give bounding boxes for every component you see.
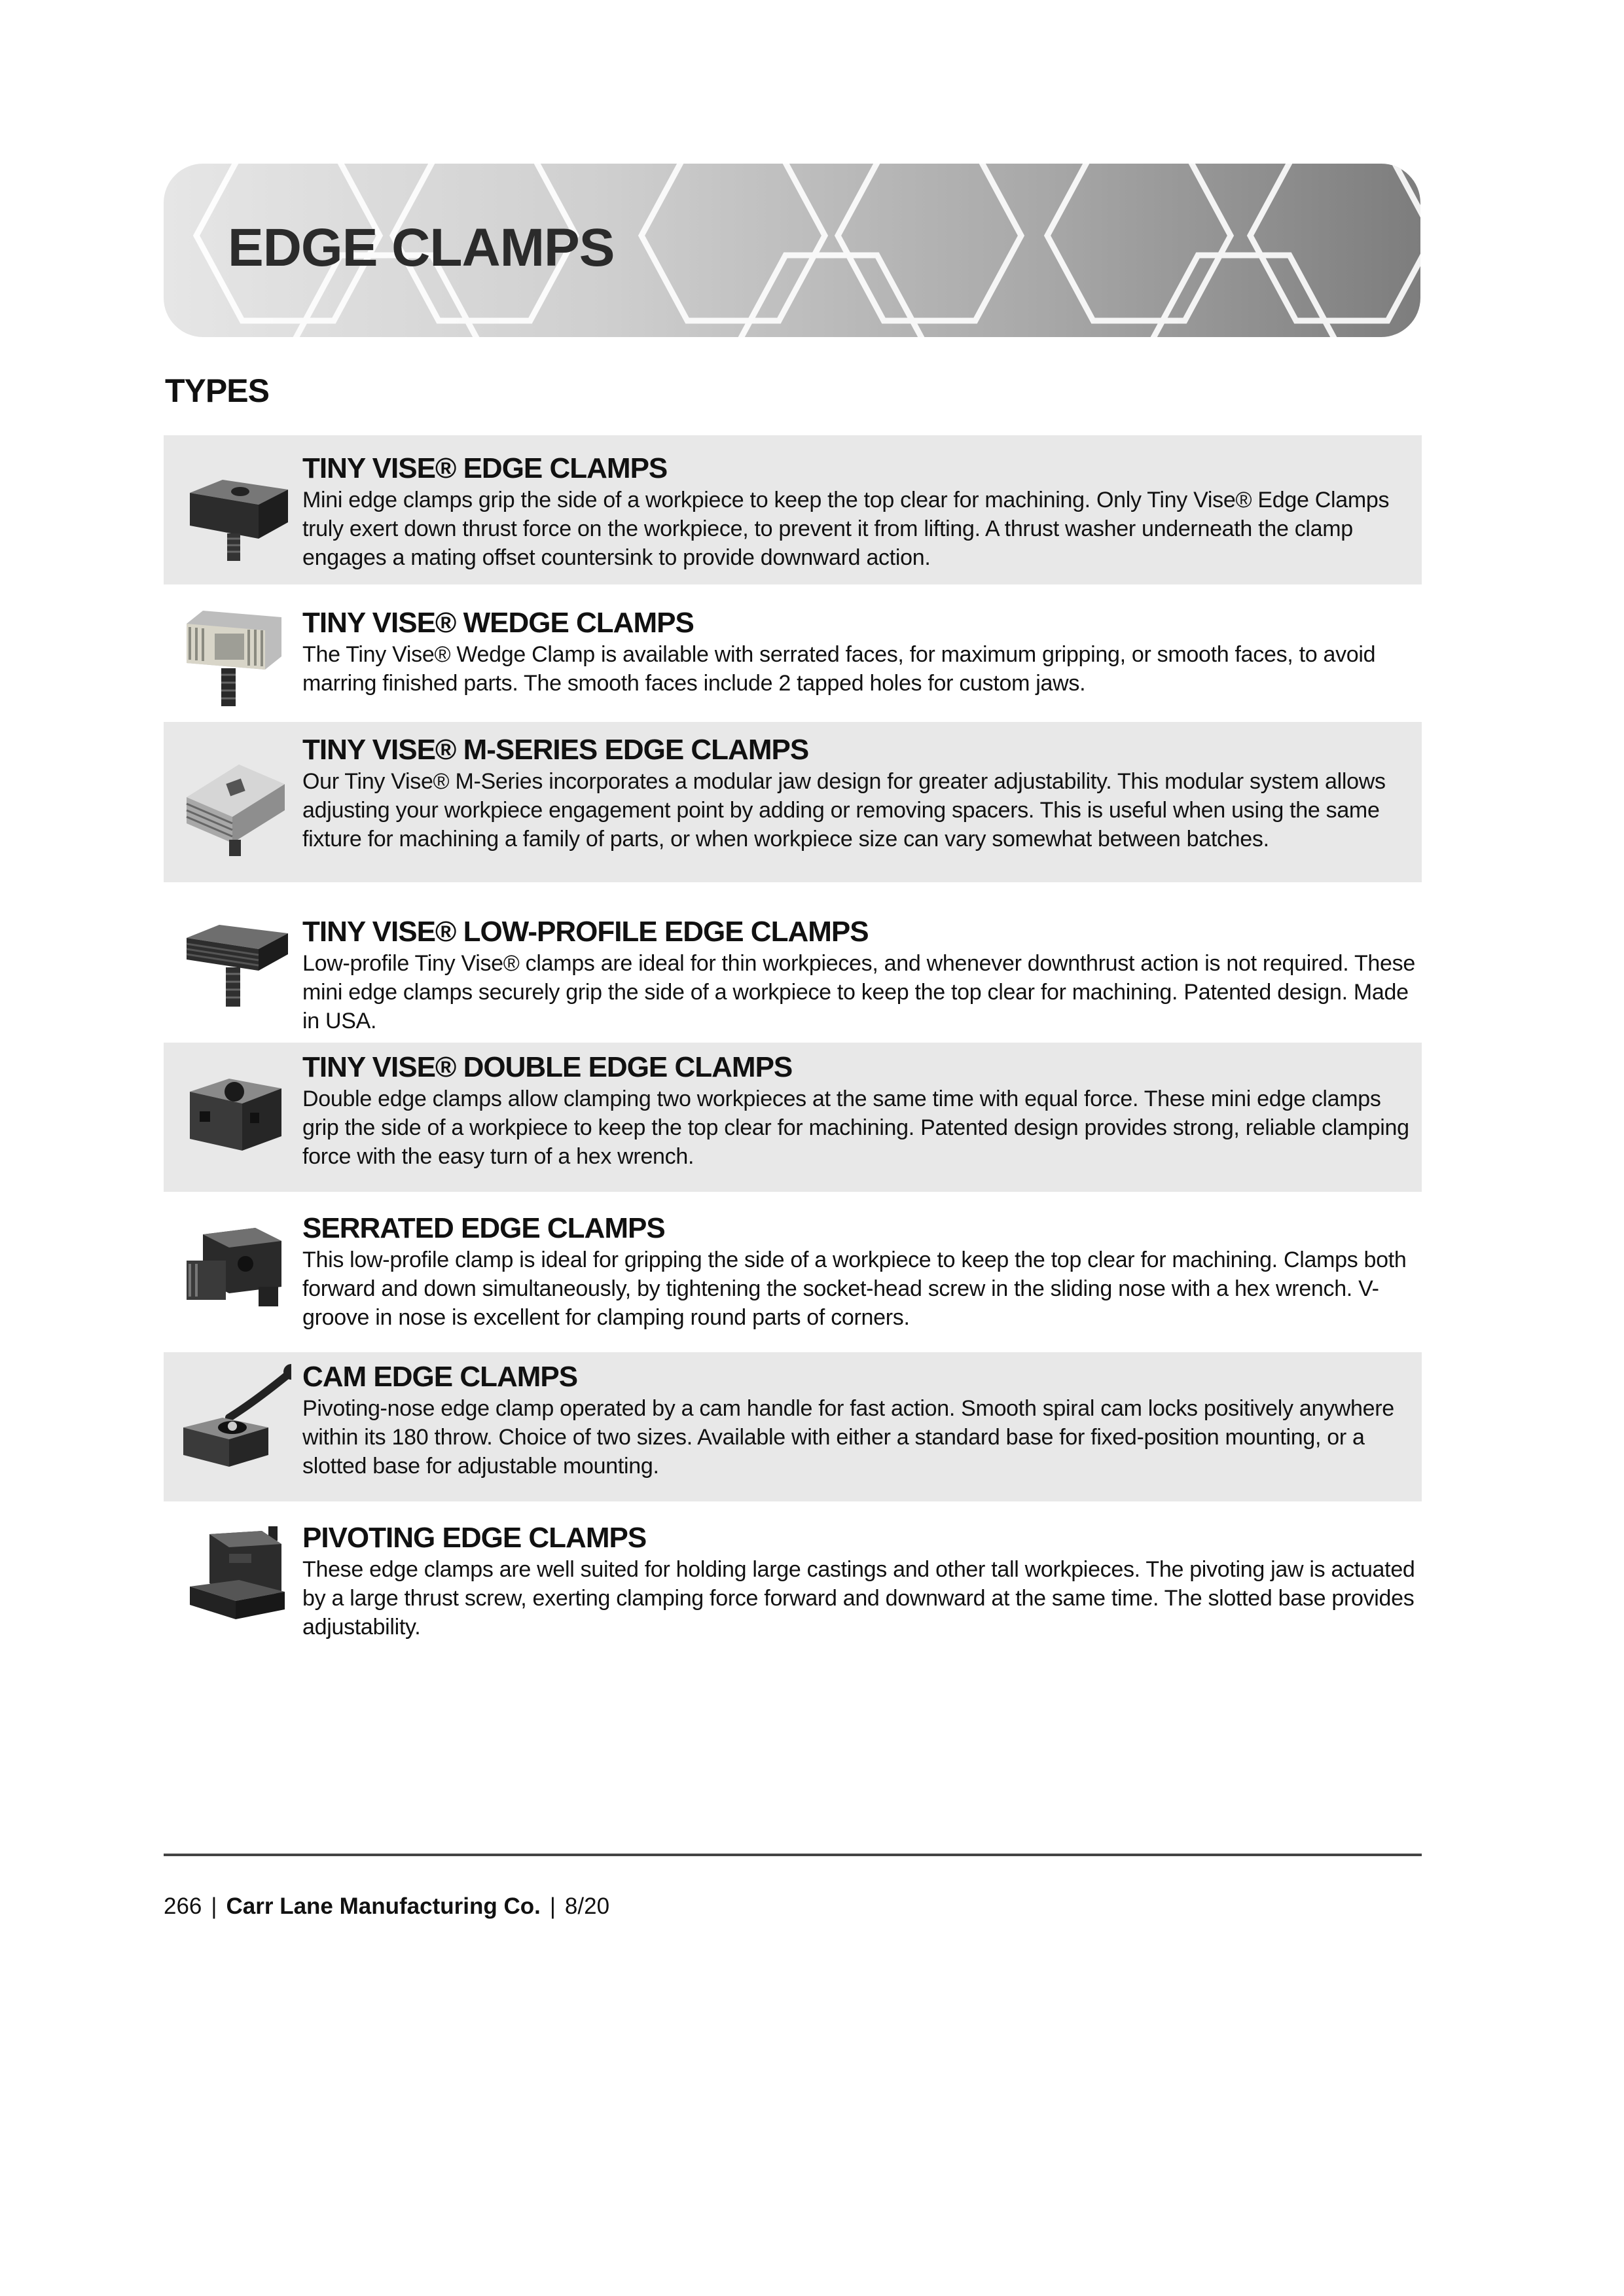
- cam-edge-clamp-icon: [177, 1362, 291, 1477]
- product-description: Low-profile Tiny Vise® clamps are ideal for thin workpieces, and whenever downthrust action is not required. These mini edge clamps securely grip the side of a workpiece to keep the top clear for machining. Patented design. Made in USA.: [302, 951, 1415, 1033]
- low-profile-edge-clamp-icon: [177, 902, 291, 1016]
- m-series-edge-clamp-icon: [177, 745, 291, 859]
- product-item: [164, 882, 1422, 1043]
- product-item: [164, 722, 1422, 882]
- tiny-vise-wedge-clamp-icon: [177, 598, 291, 712]
- product-title: TINY VISE® DOUBLE EDGE CLAMPS: [302, 1051, 793, 1083]
- product-description: This low-profile clamp is ideal for gripping the side of a workpiece to keep the top clear for machining. Clamps both forward and down simultaneously, by tightening the socket-head screw in the sliding nose with a hex wrench. V-groove in nose is excellent for clamping round parts of corners.: [302, 1247, 1407, 1330]
- footer-separator: |: [549, 1893, 556, 1919]
- footer-divider: [164, 1854, 1422, 1856]
- product-description: These edge clamps are well suited for holding large castings and other tall workpieces. The pivoting jaw is actuated by a large thrust screw, exerting clamping force forward and downward at the same time. The slotted base provides adjustability.: [302, 1557, 1415, 1640]
- product-item: [164, 1501, 1422, 1651]
- page-footer: [164, 1893, 609, 1920]
- product-item: [164, 435, 1422, 584]
- edition-date: 8/20: [564, 1893, 610, 1919]
- section-heading: TYPES: [165, 372, 269, 409]
- product-description: Our Tiny Vise® M-Series incorporates a modular jaw design for greater adjustability. This modular system allows adjusting your workpiece engagement point by adding or removing spacers. This is useful when using the same fixture for machining a family of parts, or when workpiece size can vary somewhat between batches.: [302, 769, 1386, 852]
- product-title: TINY VISE® M-SERIES EDGE CLAMPS: [302, 734, 809, 766]
- product-description: Mini edge clamps grip the side of a workpiece to keep the top clear for machining. Only Tiny Vise® Edge Clamps truly exert down thrust force on the workpiece, to prevent it from lifting. A thrust washer underneath the clamp engages a mating offset countersink to provide downward action.: [302, 488, 1390, 570]
- product-item: [164, 1043, 1422, 1192]
- product-description: Pivoting-nose edge clamp operated by a cam handle for fast action. Smooth spiral cam locks positively anywhere within its 180 throw. Choice of two sizes. Available with either a standard base for fixed-position mounting, or a slotted base for adjustable mounting.: [302, 1396, 1394, 1479]
- product-item: [164, 1352, 1422, 1501]
- product-title: SERRATED EDGE CLAMPS: [302, 1212, 665, 1244]
- page-number: 266: [164, 1893, 202, 1919]
- product-title: TINY VISE® LOW-PROFILE EDGE CLAMPS: [302, 916, 869, 948]
- product-title: TINY VISE® EDGE CLAMPS: [302, 452, 668, 484]
- section-banner: [164, 164, 1420, 337]
- pivoting-edge-clamp-icon: [177, 1515, 291, 1629]
- product-title: CAM EDGE CLAMPS: [302, 1361, 578, 1393]
- product-description: The Tiny Vise® Wedge Clamp is available with serrated faces, for maximum gripping, or smooth faces, to avoid marring finished parts. The smooth faces include 2 tapped holes for custom jaws.: [302, 642, 1376, 696]
- product-title: PIVOTING EDGE CLAMPS: [302, 1522, 647, 1554]
- product-description: Double edge clamps allow clamping two workpieces at the same time with equal force. These mini edge clamps grip the side of a workpiece to keep the top clear for machining. Patented design provides strong, reliable clamping force with the easy turn of a hex wrench.: [302, 1086, 1409, 1169]
- page-title: EDGE CLAMPS: [228, 218, 615, 278]
- product-item: [164, 1192, 1422, 1352]
- product-item: [164, 584, 1422, 722]
- serrated-edge-clamp-icon: [177, 1215, 291, 1329]
- footer-separator: |: [211, 1893, 217, 1919]
- company-name: Carr Lane Manufacturing Co.: [226, 1893, 541, 1919]
- product-list: [164, 435, 1422, 1651]
- product-title: TINY VISE® WEDGE CLAMPS: [302, 607, 694, 639]
- tiny-vise-edge-clamp-icon: [177, 454, 291, 568]
- double-edge-clamp-icon: [177, 1059, 291, 1174]
